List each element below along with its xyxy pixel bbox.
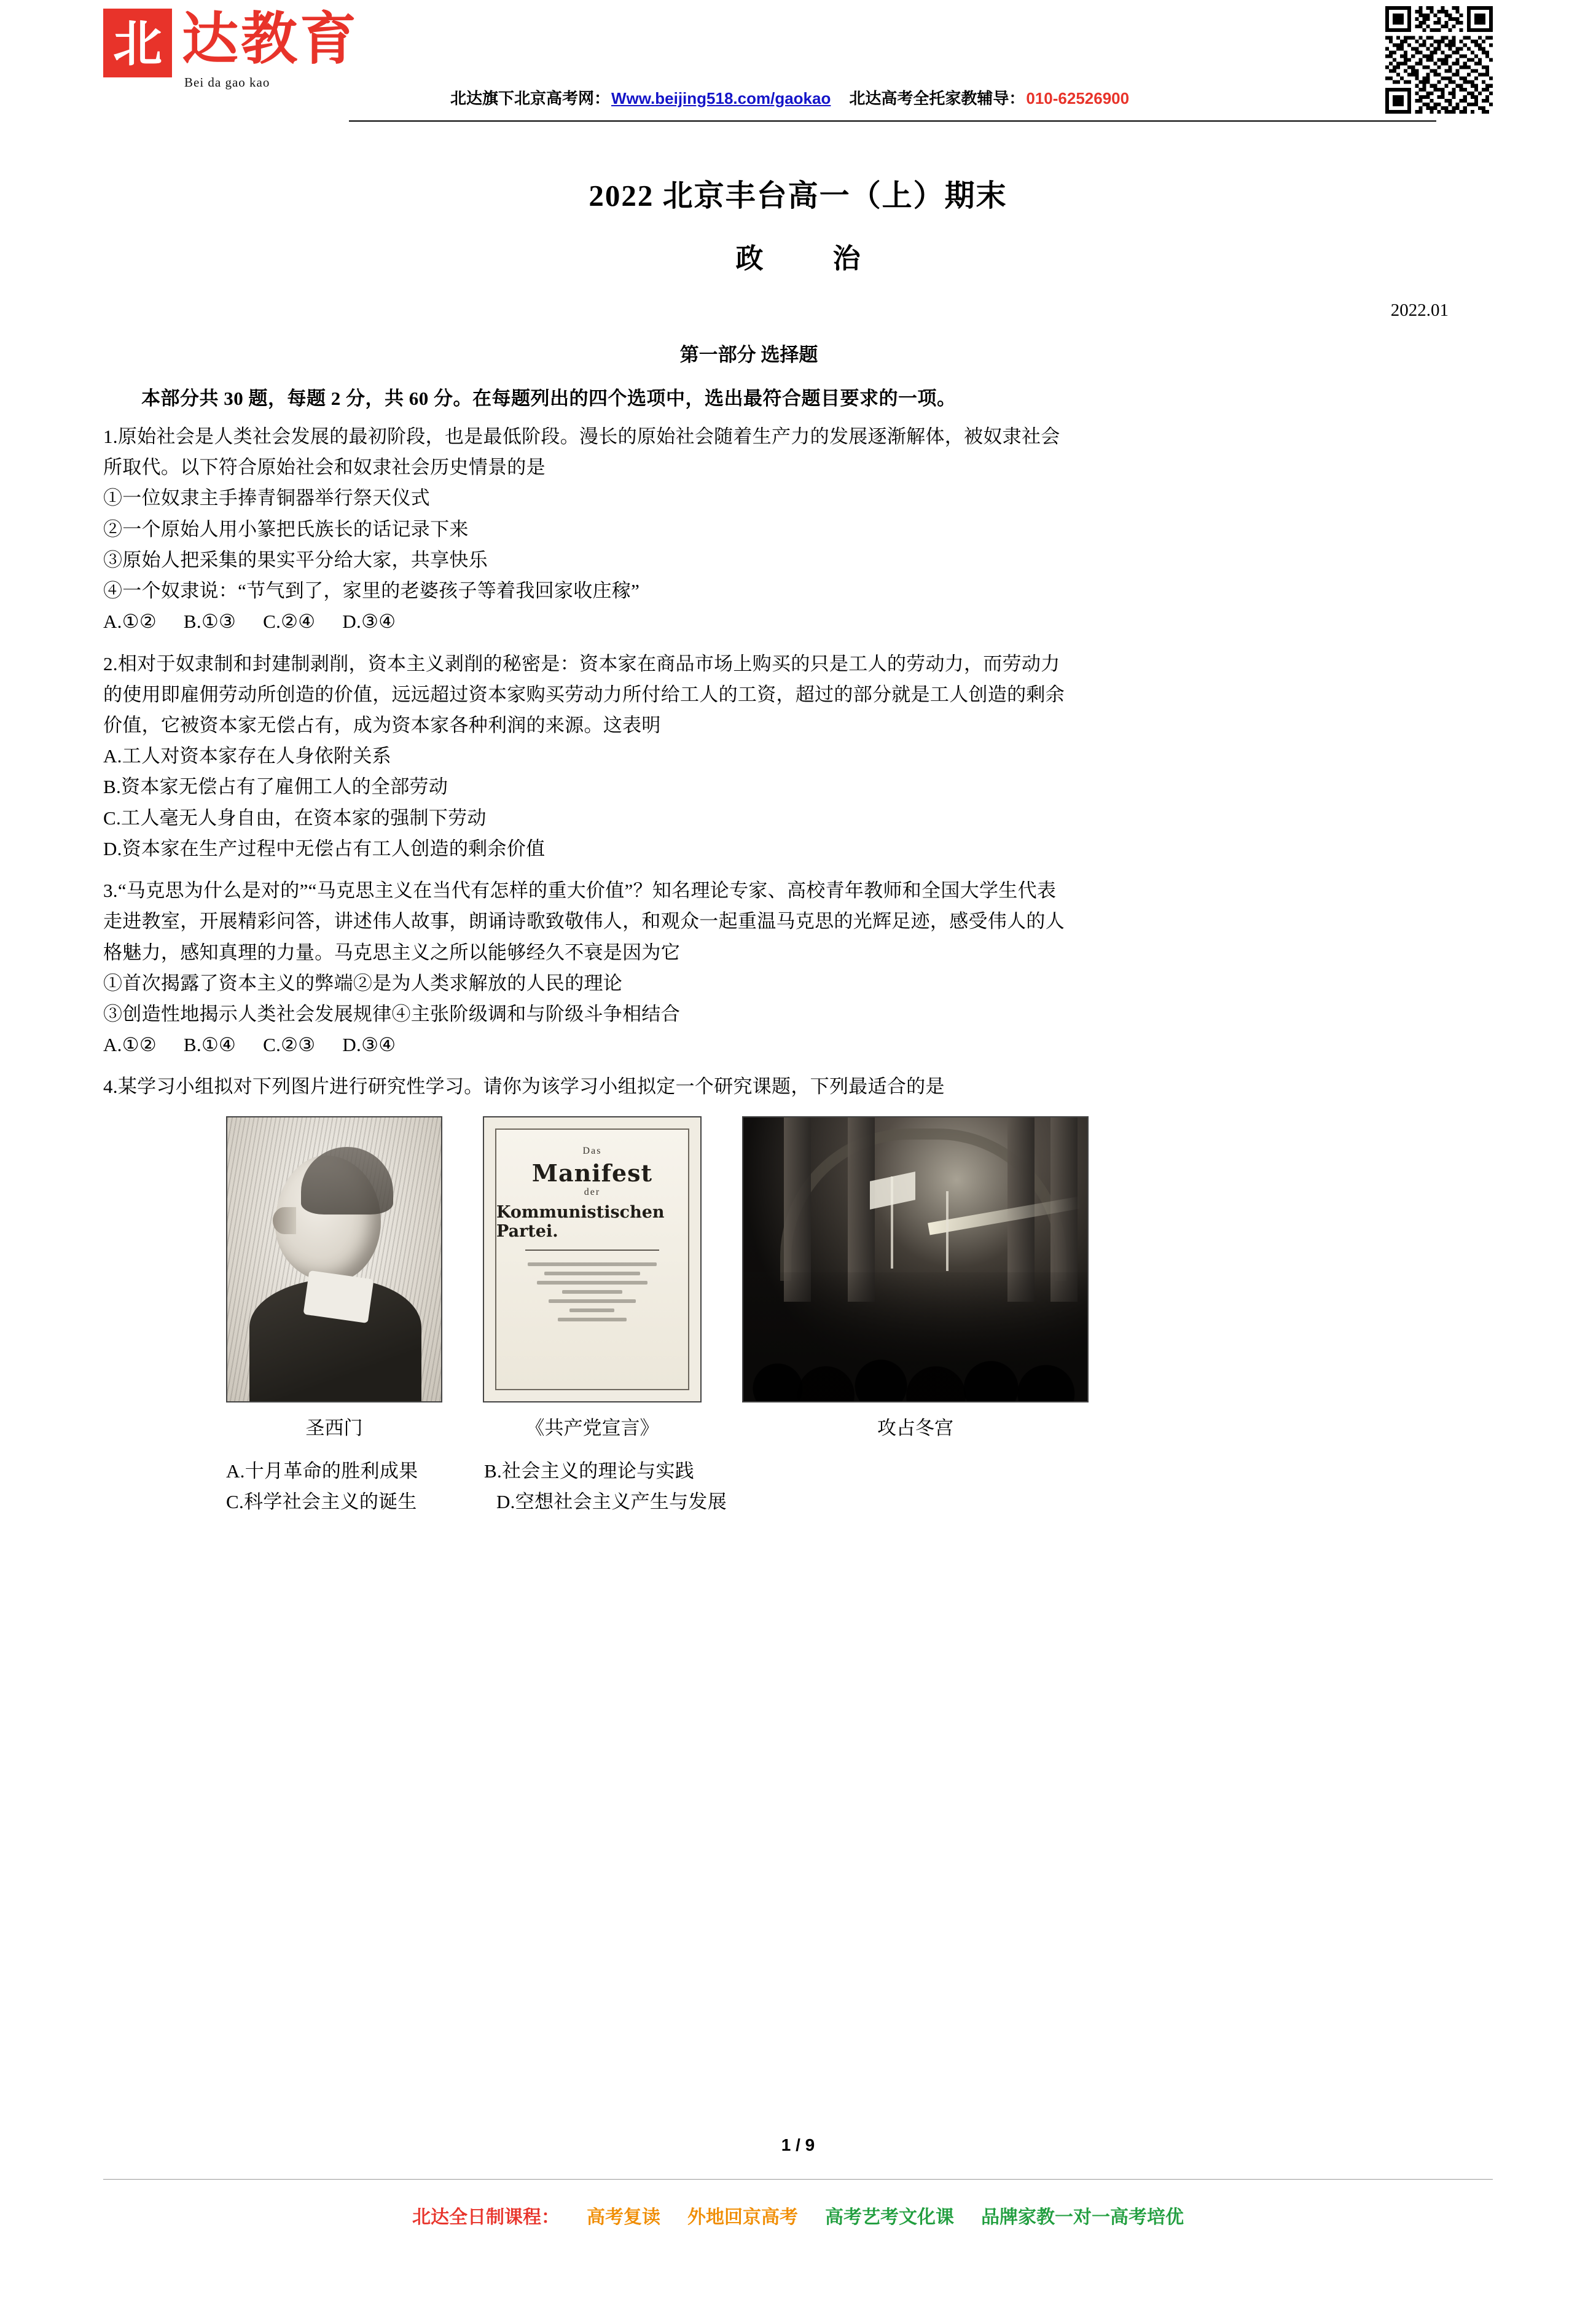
option-c: C.工人毫无人身自由，在资本家的强制下劳动 xyxy=(103,807,487,829)
footer-divider xyxy=(103,2179,1493,2180)
question-2 xyxy=(103,649,1493,865)
logo-pinyin: Bei da gao kao xyxy=(184,75,270,90)
footer-item-4[interactable]: 品牌家教一对一高考培优 xyxy=(981,2207,1184,2228)
question-3 xyxy=(103,875,1493,1060)
question-stem-line: 的使用即雇佣劳动所创造的价值，远远超过资本家购买劳动力所付给工人的工资，超过的部分就是工人创造的剩余 xyxy=(103,683,1065,705)
question-4 xyxy=(103,1071,1493,1517)
option-c: C.科学社会主义的诞生 xyxy=(226,1490,417,1512)
header-divider xyxy=(349,120,1436,122)
figure-saint-simon xyxy=(226,1116,442,1440)
option-b: B.社会主义的理论与实践 xyxy=(484,1460,695,1482)
figure-winter-palace xyxy=(742,1116,1089,1440)
saint-simon-portrait-image xyxy=(226,1116,442,1402)
option-b: B.①③ xyxy=(183,611,237,633)
question-stem-line: 1.原始社会是人类社会发展的最初阶段，也是最低阶段。漫长的原始社会随着生产力的发展逐渐解体，被奴隶社会 xyxy=(103,426,1060,447)
page-header xyxy=(103,0,1493,143)
brand-logo xyxy=(103,9,359,89)
logo-text xyxy=(182,9,359,89)
figure-caption: 《共产党宣言》 xyxy=(525,1417,659,1439)
question-item: ①一位奴隶主手捧青铜器举行祭天仪式 xyxy=(103,487,431,509)
tagline-phone: 010-62526900 xyxy=(1026,89,1130,108)
communist-manifesto-cover-image: Das Manifest der Kommunistischen Partei. xyxy=(483,1116,702,1402)
logo-mark: 北 xyxy=(103,9,172,77)
question-item: ③原始人把采集的果实平分给大家，共享快乐 xyxy=(103,549,488,571)
option-d: D.资本家在生产过程中无偿占有工人创造的剩余价值 xyxy=(103,837,546,859)
footer-course-bar xyxy=(0,2202,1596,2229)
option-c: C.②③ xyxy=(263,1034,316,1056)
page-number: 1 / 9 xyxy=(781,2135,815,2154)
qr-code-icon xyxy=(1385,6,1493,114)
figure-caption: 圣西门 xyxy=(305,1417,363,1439)
option-a: A.①② xyxy=(103,611,157,633)
option-b: B.①④ xyxy=(183,1034,237,1056)
footer-item-1[interactable]: 高考复读 xyxy=(587,2207,660,2228)
header-tagline xyxy=(450,86,1130,109)
subject-title: 政 治 xyxy=(735,243,882,274)
question-item: ④一个奴隶说：“节气到了，家里的老婆孩子等着我回家收庄稼” xyxy=(103,580,640,602)
option-b: B.资本家无偿占有了雇佣工人的全部劳动 xyxy=(103,776,448,798)
question-stem-line: 价值，它被资本家无偿占有，成为资本家各种利润的来源。这表明 xyxy=(103,714,661,736)
storming-of-winter-palace-image xyxy=(742,1116,1089,1402)
figure-caption: 攻占冬宫 xyxy=(877,1417,953,1439)
question-stem-line: 3.“马克思为什么是对的”“马克思主义在当代有怎样的重大价值”？知名理论专家、高校青年教师和全国大学生代表 xyxy=(103,880,1057,902)
question-stem-line: 走进教室，开展精彩问答，讲述伟人故事，朗诵诗歌致敬伟人，和观众一起重温马克思的光辉足迹，感受伟人的人 xyxy=(103,910,1065,933)
logo-name: 达教育 xyxy=(182,8,359,71)
figure-manifesto xyxy=(483,1116,702,1440)
page-title: 2022 北京丰台高一（上）期末 xyxy=(589,179,1007,213)
figure-group xyxy=(103,1116,1493,1440)
section-instructions: 本部分共 30 题，每题 2 分，共 60 分。在每题列出的四个选项中，选出最符合题目要求的一项。 xyxy=(141,388,956,409)
question-item: ③创造性地揭示人类社会发展规律④主张阶级调和与阶级斗争相结合 xyxy=(103,1003,680,1025)
option-a: A.工人对资本家存在人身依附关系 xyxy=(103,745,391,767)
question-stem-line: 4.某学习小组拟对下列图片进行研究性学习。请你为该学习小组拟定一个研究课题，下列最适合的是 xyxy=(103,1076,945,1098)
question-1 xyxy=(103,421,1493,638)
question-stem-line: 格魅力，感知真理的力量。马克思主义之所以能够经久不衰是因为它 xyxy=(103,941,680,963)
site-url-link[interactable]: Www.beijing518.com/gaokao xyxy=(611,89,831,108)
option-d: D.③④ xyxy=(342,611,396,633)
option-c: C.②④ xyxy=(263,611,316,633)
option-d: D.③④ xyxy=(342,1034,396,1056)
question-options xyxy=(103,606,1493,637)
question-item: ②一个原始人用小篆把氏族长的话记录下来 xyxy=(103,518,469,540)
tagline-prefix: 北达旗下北京高考网： xyxy=(450,89,611,108)
option-a: A.①② xyxy=(103,1034,157,1056)
question-options xyxy=(103,1030,1493,1060)
section-title: 第一部分 选择题 xyxy=(679,344,818,366)
footer-item-2[interactable]: 外地回京高考 xyxy=(687,2207,798,2228)
question4-options-row2 xyxy=(103,1487,1493,1517)
exam-date: 2022.01 xyxy=(1390,300,1449,320)
question-stem-line: 所取代。以下符合原始社会和奴隶社会历史情景的是 xyxy=(103,456,546,479)
footer-item-3[interactable]: 高考艺考文化课 xyxy=(825,2207,954,2228)
footer-label: 北达全日制课程： xyxy=(412,2207,560,2228)
question-item: ①首次揭露了资本主义的弊端②是为人类求解放的人民的理论 xyxy=(103,972,623,994)
option-d: D.空想社会主义产生与发展 xyxy=(496,1490,727,1512)
question-stem-line: 2.相对于奴隶制和封建制剥削，资本主义剥削的秘密是：资本家在商品市场上购买的只是工人的劳动力，而劳动力 xyxy=(103,652,1060,675)
tagline-mid: 北达高考全托家教辅导： xyxy=(849,89,1025,108)
question4-options-row1 xyxy=(103,1456,1493,1487)
option-a: A.十月革命的胜利成果 xyxy=(226,1460,418,1482)
